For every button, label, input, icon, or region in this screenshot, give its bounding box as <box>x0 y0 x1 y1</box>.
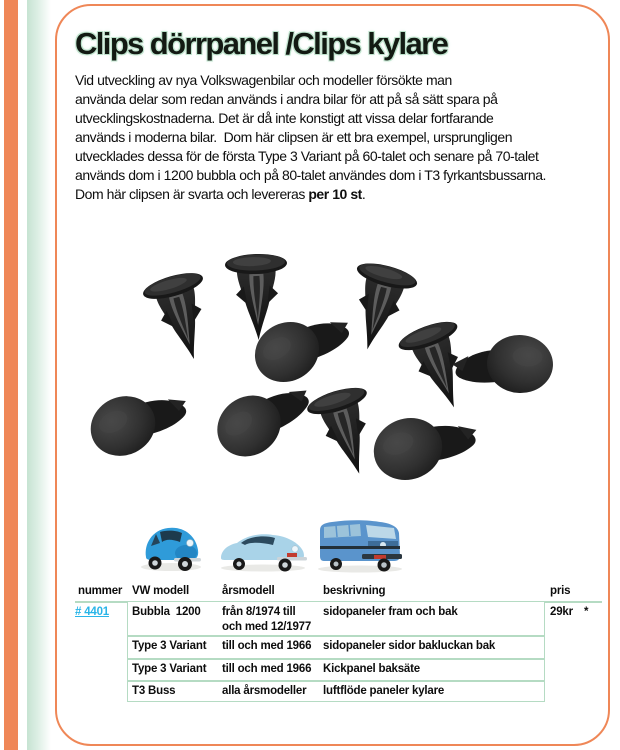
cell-price: 29kr <box>550 606 573 618</box>
intro-line: utvecklades dessa för de första Type 3 Variant på 60-talet och senare på 70-talet <box>75 148 539 164</box>
vw-t3-bus-image <box>312 514 406 574</box>
cell-description: sidopaneler sidor bakluckan bak <box>323 640 496 652</box>
table-row-separator <box>127 635 545 637</box>
intro-line-last: Dom här clipsen är svarta och levereras per 10 st. <box>75 186 366 202</box>
col-header-pris: pris <box>550 585 571 597</box>
col-header-arsmodell: årsmodell <box>222 585 275 597</box>
intro-line: utvecklingskostnaderna. Det är då inte konstigt att vissa delar fortfarande <box>75 110 494 126</box>
col-header-beskrivning: beskrivning <box>323 585 386 597</box>
col-header-vw-modell: VW modell <box>132 585 189 597</box>
price-note-asterisk: * <box>584 606 589 618</box>
vw-type3-variant-image <box>217 521 309 573</box>
left-mint-strip <box>27 0 51 750</box>
cell-years-2: och med 12/1977 <box>222 621 312 633</box>
left-orange-strip <box>4 0 18 750</box>
cell-years: till och med 1966 <box>222 640 312 652</box>
vw-beetle-image <box>138 516 204 574</box>
cell-model: Bubbla 1200 <box>132 606 201 618</box>
cell-years: alla årsmodeller <box>222 685 307 697</box>
bold-per-10-st: per 10 st <box>308 186 362 202</box>
cell-model: Type 3 Variant <box>132 663 207 675</box>
cell-years: från 8/1974 till <box>222 606 296 618</box>
item-number-link[interactable]: # 4401 <box>75 606 109 618</box>
product-photo-clips <box>90 240 570 505</box>
intro-line: använda delar som redan används i andra bilar för att på så sätt spara på <box>75 91 498 107</box>
intro-line: används i moderna bilar. Dom här clipsen är ett bra exempel, ursprungligen <box>75 129 513 145</box>
intro-line: används dom i 1200 bubbla och på 80-talet användes dom i T3 fyrkantsbussarna. <box>75 167 546 183</box>
cell-description: sidopaneler fram och bak <box>323 606 458 618</box>
intro-line: Vid utveckling av nya Volkswagenbilar och modeller försökte man <box>75 72 452 88</box>
intro-paragraph <box>75 71 600 204</box>
col-header-nummer: nummer <box>78 585 123 597</box>
table-top-rule-right <box>544 601 602 603</box>
table-row-separator <box>127 680 545 682</box>
cell-model: Type 3 Variant <box>132 640 207 652</box>
table-row-separator <box>127 658 545 660</box>
cell-description: luftflöde paneler kylare <box>323 685 445 697</box>
cell-description: Kickpanel baksäte <box>323 663 420 675</box>
table-top-rule-left <box>75 601 128 603</box>
cell-years: till och med 1966 <box>222 663 312 675</box>
page-title: Clips dörrpanel /Clips kylare <box>75 26 448 61</box>
cell-model: T3 Buss <box>132 685 176 697</box>
